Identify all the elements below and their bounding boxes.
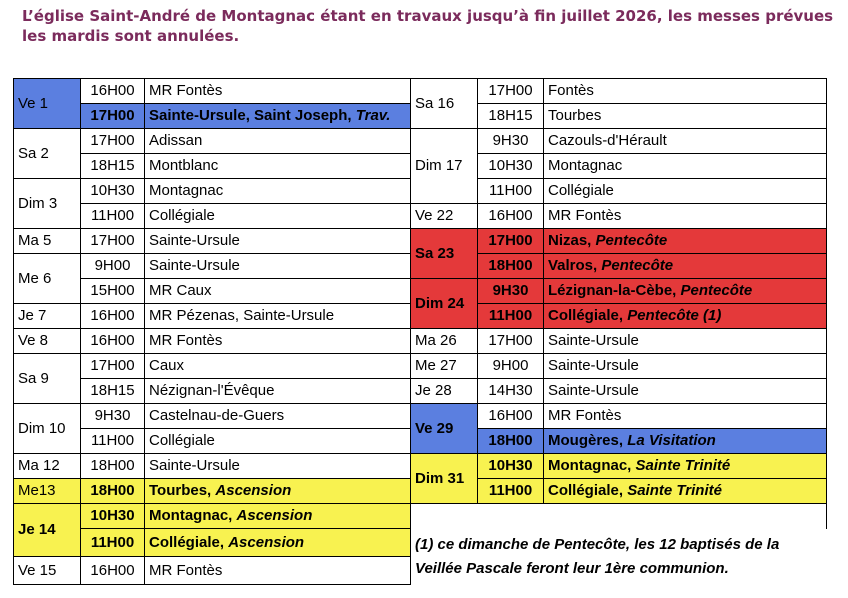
place-name: MR Fontès bbox=[149, 332, 223, 349]
place-cell bbox=[544, 329, 827, 354]
place-cell bbox=[544, 79, 827, 104]
place-name: Cazouls-d'Hérault bbox=[548, 132, 667, 149]
place-name: Sainte-Ursule bbox=[548, 382, 639, 399]
day-cell: Ve 15 bbox=[14, 557, 81, 585]
place-cell bbox=[544, 379, 827, 404]
time-cell: 9H30 bbox=[478, 129, 544, 154]
feast-name: Pentecôte bbox=[595, 232, 668, 249]
place-name: MR Caux bbox=[149, 282, 212, 299]
place-cell bbox=[145, 104, 411, 129]
place-name: Collégiale, bbox=[548, 307, 628, 324]
place-name: Montblanc bbox=[149, 157, 219, 174]
table-row bbox=[14, 129, 827, 154]
day-cell: Ve 22 bbox=[411, 204, 478, 229]
time-cell: 9H30 bbox=[478, 279, 544, 304]
day-cell: Ma 12 bbox=[14, 454, 81, 479]
place-name: Lézignan-la-Cèbe, bbox=[548, 282, 681, 299]
table-row bbox=[14, 379, 827, 404]
table-row bbox=[14, 229, 827, 254]
place-name: Tourbes, bbox=[149, 482, 216, 499]
place-cell bbox=[145, 204, 411, 229]
day-cell: Ma 5 bbox=[14, 229, 81, 254]
feast-name: Pentecôte bbox=[680, 282, 753, 299]
time-cell: 17H00 bbox=[478, 79, 544, 104]
time-cell: 11H00 bbox=[478, 179, 544, 204]
place-name: MR Fontès bbox=[149, 82, 223, 99]
place-cell bbox=[544, 179, 827, 204]
place-name: Sainte-Ursule bbox=[548, 332, 639, 349]
time-cell: 9H00 bbox=[81, 254, 145, 279]
table-row bbox=[14, 354, 827, 379]
place-cell bbox=[544, 404, 827, 429]
feast-name: Sainte Trinité bbox=[635, 457, 731, 474]
place-cell bbox=[145, 479, 411, 504]
feast-name: Pentecôte bbox=[601, 257, 674, 274]
place-name: Nizas, bbox=[548, 232, 596, 249]
closure-notice: L’église Saint-André de Montagnac étant en travaux jusqu’à fin juillet 2026, les messes prévues les mardis sont annulées. bbox=[22, 7, 834, 45]
place-cell bbox=[145, 154, 411, 179]
time-cell: 16H00 bbox=[478, 404, 544, 429]
time-cell: 11H00 bbox=[478, 479, 544, 504]
time-cell: 17H00 bbox=[81, 129, 145, 154]
mass-schedule-table bbox=[13, 78, 827, 585]
time-cell: 17H00 bbox=[478, 229, 544, 254]
day-cell: Ve 8 bbox=[14, 329, 81, 354]
place-name: Montagnac bbox=[149, 182, 224, 199]
place-name: Montagnac, bbox=[548, 457, 636, 474]
day-cell: Ve 1 bbox=[14, 79, 81, 129]
table-row bbox=[14, 529, 827, 557]
day-cell: Je 14 bbox=[14, 504, 81, 557]
time-cell: 10H30 bbox=[478, 454, 544, 479]
place-name: Tourbes bbox=[548, 107, 602, 124]
footnote: (1) ce dimanche de Pentecôte, les 12 baptisés de la Veillée Pascale feront leur 1ère communion. bbox=[411, 529, 827, 585]
place-cell bbox=[544, 204, 827, 229]
table-row bbox=[14, 404, 827, 429]
place-cell bbox=[145, 454, 411, 479]
place-cell bbox=[145, 557, 411, 585]
day-cell: Dim 3 bbox=[14, 179, 81, 229]
place-name: Collégiale bbox=[149, 432, 215, 449]
table-row bbox=[14, 204, 827, 229]
place-cell bbox=[544, 229, 827, 254]
day-cell: Sa 9 bbox=[14, 354, 81, 404]
place-cell bbox=[145, 504, 411, 529]
place-cell bbox=[145, 254, 411, 279]
table-row bbox=[14, 504, 827, 529]
day-cell: Dim 17 bbox=[411, 129, 478, 204]
place-cell bbox=[544, 479, 827, 504]
time-cell: 18H15 bbox=[81, 154, 145, 179]
place-name: Sainte-Ursule bbox=[149, 457, 240, 474]
place-cell bbox=[145, 379, 411, 404]
feast-name: Pentecôte (1) bbox=[627, 307, 722, 324]
day-cell: Sa 2 bbox=[14, 129, 81, 179]
place-name: Sainte-Ursule bbox=[149, 257, 240, 274]
time-cell: 17H00 bbox=[478, 329, 544, 354]
place-name: Collégiale bbox=[149, 207, 215, 224]
time-cell: 11H00 bbox=[478, 304, 544, 329]
place-name: Collégiale bbox=[548, 182, 614, 199]
day-cell: Je 7 bbox=[14, 304, 81, 329]
table-row bbox=[14, 329, 827, 354]
day-cell: Dim 31 bbox=[411, 454, 478, 504]
place-cell bbox=[145, 279, 411, 304]
place-name: Montagnac bbox=[548, 157, 623, 174]
table-row bbox=[14, 454, 827, 479]
time-cell: 11H00 bbox=[81, 429, 145, 454]
place-name: Adissan bbox=[149, 132, 203, 149]
time-cell: 18H00 bbox=[81, 454, 145, 479]
place-name: Collégiale, bbox=[548, 482, 628, 499]
place-cell bbox=[145, 329, 411, 354]
place-name: Valros, bbox=[548, 257, 602, 274]
table-row bbox=[14, 279, 827, 304]
empty-cell bbox=[411, 504, 827, 529]
place-name: Montagnac, bbox=[149, 507, 237, 524]
place-cell bbox=[544, 254, 827, 279]
time-cell: 16H00 bbox=[81, 329, 145, 354]
place-cell bbox=[544, 279, 827, 304]
day-cell: Me 6 bbox=[14, 254, 81, 304]
place-name: MR Fontès bbox=[548, 407, 622, 424]
day-cell: Me13 bbox=[14, 479, 81, 504]
time-cell: 18H00 bbox=[478, 254, 544, 279]
place-cell bbox=[544, 354, 827, 379]
day-cell: Dim 10 bbox=[14, 404, 81, 454]
time-cell: 9H00 bbox=[478, 354, 544, 379]
place-cell bbox=[145, 179, 411, 204]
place-name: Mougères, bbox=[548, 432, 628, 449]
place-cell bbox=[544, 304, 827, 329]
place-cell bbox=[544, 454, 827, 479]
time-cell: 17H00 bbox=[81, 229, 145, 254]
place-cell bbox=[544, 154, 827, 179]
place-cell bbox=[145, 529, 411, 557]
place-name: Sainte-Ursule, Saint Joseph, bbox=[149, 107, 356, 124]
feast-name: Ascension bbox=[215, 482, 292, 499]
feast-name: Sainte Trinité bbox=[627, 482, 722, 499]
feast-name: La Visitation bbox=[627, 432, 716, 449]
time-cell: 9H30 bbox=[81, 404, 145, 429]
place-name: Sainte-Ursule bbox=[149, 232, 240, 249]
time-cell: 18H15 bbox=[81, 379, 145, 404]
day-cell: Me 27 bbox=[411, 354, 478, 379]
time-cell: 10H30 bbox=[81, 504, 145, 529]
time-cell: 15H00 bbox=[81, 279, 145, 304]
time-cell: 11H00 bbox=[81, 204, 145, 229]
time-cell: 18H00 bbox=[478, 429, 544, 454]
time-cell: 17H00 bbox=[81, 354, 145, 379]
place-name: MR Fontès bbox=[149, 561, 223, 579]
place-name: Castelnau-de-Guers bbox=[149, 407, 285, 424]
place-cell bbox=[145, 129, 411, 154]
place-cell bbox=[145, 229, 411, 254]
place-name: Fontès bbox=[548, 82, 594, 99]
place-name: Caux bbox=[149, 357, 185, 374]
place-cell bbox=[145, 354, 411, 379]
place-cell bbox=[145, 79, 411, 104]
time-cell: 18H00 bbox=[81, 479, 145, 504]
place-name: Collégiale, bbox=[149, 533, 229, 551]
time-cell: 16H00 bbox=[81, 557, 145, 585]
table-row bbox=[14, 79, 827, 104]
place-name: MR Fontès bbox=[548, 207, 622, 224]
place-cell bbox=[145, 429, 411, 454]
time-cell: 16H00 bbox=[81, 304, 145, 329]
time-cell: 18H15 bbox=[478, 104, 544, 129]
time-cell: 16H00 bbox=[81, 79, 145, 104]
day-cell: Dim 24 bbox=[411, 279, 478, 329]
time-cell: 16H00 bbox=[478, 204, 544, 229]
place-name: Sainte-Ursule bbox=[548, 357, 639, 374]
place-cell bbox=[544, 429, 827, 454]
day-cell: Sa 16 bbox=[411, 79, 478, 129]
place-cell bbox=[145, 404, 411, 429]
place-cell bbox=[544, 104, 827, 129]
day-cell: Sa 23 bbox=[411, 229, 478, 279]
feast-name: Ascension bbox=[236, 507, 313, 524]
time-cell: 14H30 bbox=[478, 379, 544, 404]
time-cell: 17H00 bbox=[81, 104, 145, 129]
day-cell: Ma 26 bbox=[411, 329, 478, 354]
place-name: MR Pézenas, Sainte-Ursule bbox=[149, 307, 335, 324]
place-cell bbox=[544, 129, 827, 154]
feast-name: Ascension bbox=[228, 533, 305, 551]
day-cell: Ve 29 bbox=[411, 404, 478, 454]
time-cell: 11H00 bbox=[81, 529, 145, 557]
day-cell: Je 28 bbox=[411, 379, 478, 404]
feast-name: Trav. bbox=[355, 107, 391, 124]
place-name: Nézignan-l'Évêque bbox=[149, 382, 275, 399]
time-cell: 10H30 bbox=[81, 179, 145, 204]
time-cell: 10H30 bbox=[478, 154, 544, 179]
place-cell bbox=[145, 304, 411, 329]
